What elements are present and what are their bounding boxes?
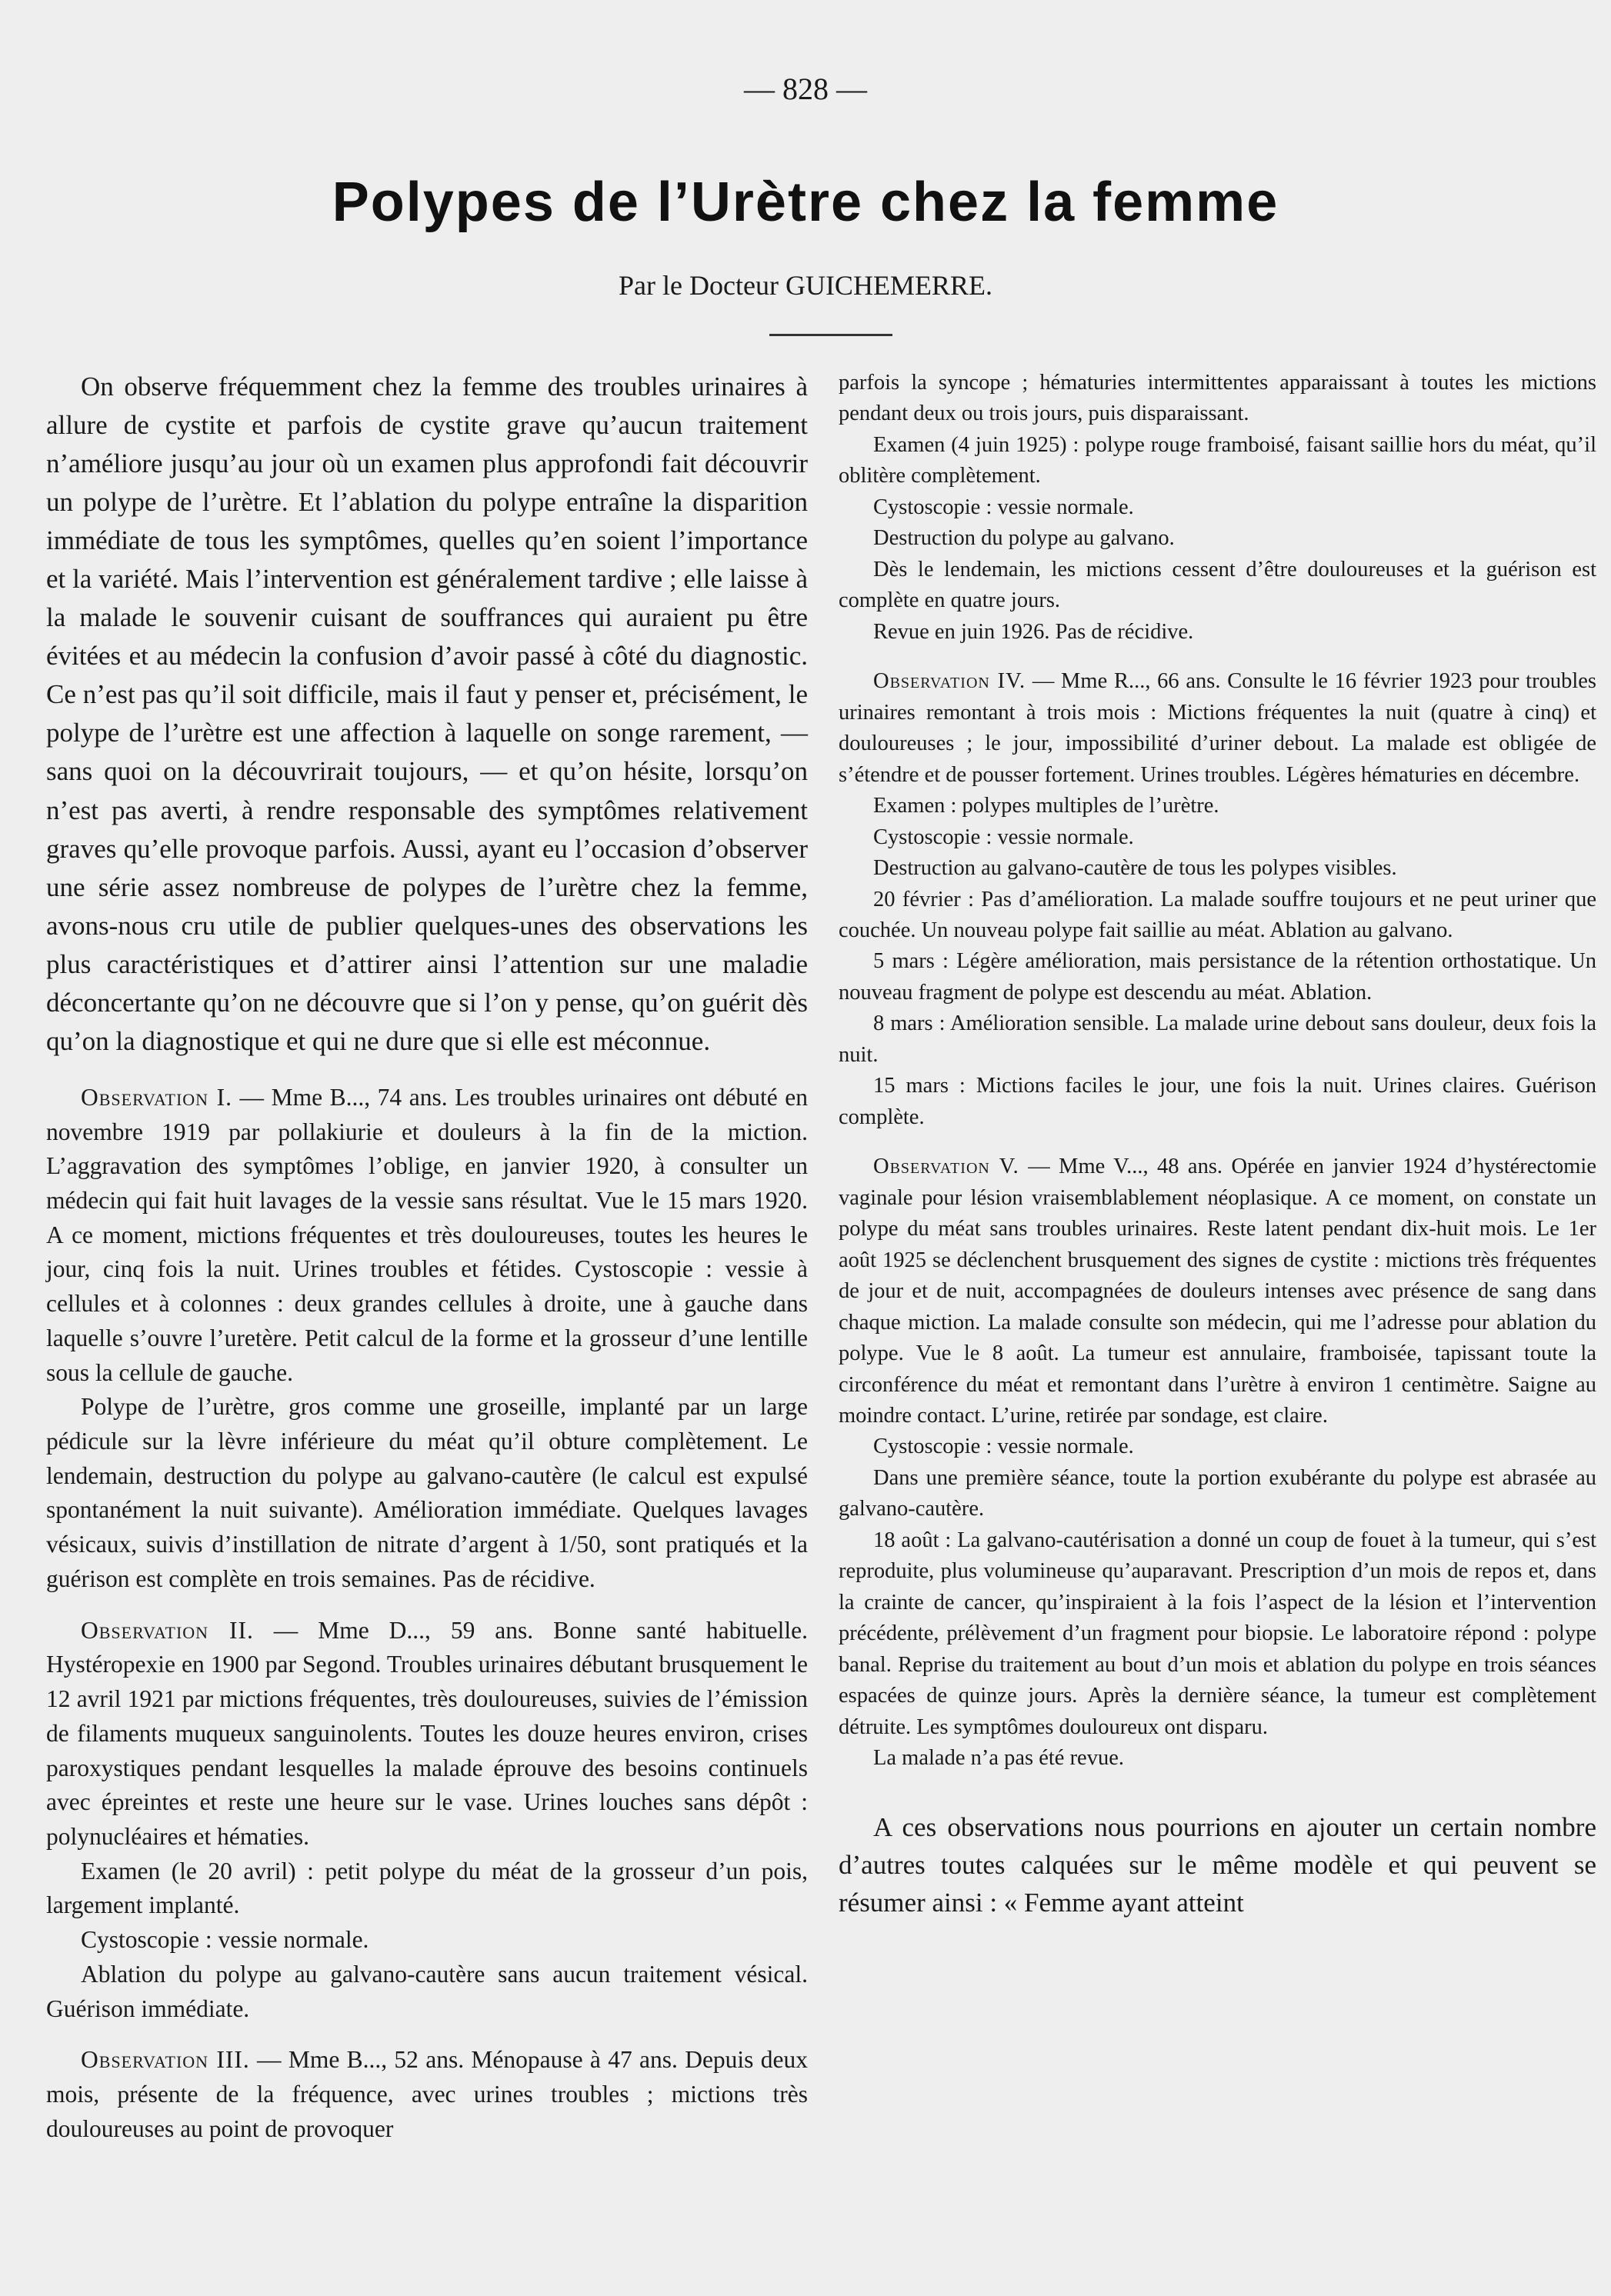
left-column	[46, 368, 808, 2146]
observation-4-exam: Examen : polypes multiples de l’urètre.	[873, 794, 1219, 818]
observation-5-cystoscopy: Cystoscopie : vessie normale.	[873, 1435, 1134, 1459]
observation-4-mar15: 15 mars : Mictions faciles le jour, une fois la nuit. Urines claires. Guérison complète.	[839, 1074, 1596, 1129]
observation-4-mar8: 8 mars : Amélioration sensible. La malade urine debout sans douleur, deux fois la nuit.	[839, 1011, 1596, 1067]
observation-4-mar5: 5 mars : Légère amélioration, mais persistance de la rétention orthostatique. Un nouveau fragment de polype est descendu au méat. Ablation.	[839, 949, 1596, 1005]
observation-1-heading: Observation I.	[81, 1083, 232, 1111]
title-divider	[769, 334, 892, 336]
conclusion-paragraph: A ces observations nous pourrions en ajouter un certain nombre d’autres toutes calquées sur le même modèle et qui peuvent se résumer ainsi : « Femme ayant atteint	[839, 1811, 1596, 1918]
observation-2-cystoscopy: Cystoscopie : vessie normale.	[81, 1926, 369, 1954]
observation-2-heading: Observation II.	[81, 1616, 254, 1644]
observation-3-text: — Mme B..., 52 ans. Ménopause à 47 ans. Depuis deux mois, présente de la fréquence, avec urines troubles ; mictions très douloureuses au point de provoquer	[46, 2046, 808, 2142]
intro-paragraph: On observe fréquemment chez la femme des troubles urinaires à allure de cystite et parfois de cystite grave qu’aucun traitement n’améliore jusqu’au jour où un examen plus approfondi fait découvrir un polype de l’urètre. Et l’ablation du polype entraîne la disparition immédiate de tous les symptômes, quelles qu’en soient l’importance et la variété. Mais l’intervention est généralement tardive ; elle laisse à la malade le souvenir cuisant de souffrances qui auraient pu être évitées et au médecin la confusion d’avoir passé à côté du diagnostic. Ce n’est pas qu’il soit difficile, mais il faut y penser et, précisément, le polype de l’urètre est une affection à laquelle on songe rarement, — sans quoi on la découvrirait toujours, — et qu’on hésite, lorsqu’on n’est pas averti, à rendre responsable des symptômes relativement graves qu’elle provoque parfois. Aussi, ayant eu l’occasion d’observer une série assez nombreuse de polypes de l’urètre chez la femme, avons-nous cru utile de publier quelques-unes des observations les plus caractéristiques et d’attirer ainsi l’attention sur une maladie déconcertante qu’on ne découvre que si l’on y pense, qu’on guérit dès qu’on la diagnostique et qui ne dure que si elle est méconnue.	[46, 372, 808, 1056]
observation-4-paragraph	[839, 666, 1596, 791]
observation-3-outcome: Dès le lendemain, les mictions cessent d’être douloureuses et la guérison est complète en quatre jours.	[839, 557, 1596, 613]
observation-2-paragraph	[46, 1614, 808, 1854]
observation-5-heading: Observation V.	[873, 1155, 1019, 1179]
right-column	[839, 368, 1596, 1921]
observation-1-paragraph	[46, 1081, 808, 1390]
observation-2-text: — Mme D..., 59 ans. Bonne santé habituelle. Hystéropexie en 1900 par Segond. Troubles urinaires débutant brusquement le 12 avril 1921 par mictions fréquentes, très douloureuses, suivies de l’émission de filaments muqueux sanguinolents. Toutes les douze heures environ, crises paroxystiques pendant lesquelles la malade éprouve des besoins continuels avec épreintes et reste une heure sur le vase. Urines louches sans dépôt : polynucléaires et hématies.	[46, 1616, 808, 1850]
observation-3-followup: Revue en juin 1926. Pas de récidive.	[873, 619, 1194, 644]
observation-3-paragraph	[46, 2043, 808, 2146]
observation-1-text: — Mme B..., 74 ans. Les troubles urinaires ont débuté en novembre 1919 par pollakiurie et douleurs à la fin de la miction. L’aggravation des symptômes l’oblige, en janvier 1920, à consulter un médecin qui fait huit lavages de la vessie sans résultat. Vue le 15 mars 1920. A ce moment, mictions fréquentes et très douloureuses, toutes les heures le jour, cinq fois la nuit. Urines troubles et fétides. Cystoscopie : vessie à cellules et à colonnes : deux grandes cellules à droite, une à gauche dans laquelle s’ouvre l’uretère. Petit calcul de la forme et la grosseur d’une lentille sous la cellule de gauche.	[46, 1083, 808, 1386]
observation-3-continued: parfois la syncope ; hématuries intermittentes apparaissant à toutes les mictions pendant deux ou trois jours, puis disparaissant.	[839, 371, 1596, 426]
observation-4-heading: Observation IV.	[873, 669, 1026, 694]
observation-2-treatment: Ablation du polype au galvano-cautère sans aucun traitement vésical. Guérison immédiate.	[46, 1960, 808, 2022]
observation-2-exam: Examen (le 20 avril) : petit polype du méat de la grosseur d’un pois, largement implanté.	[46, 1857, 808, 1919]
observation-3-destruction: Destruction du polype au galvano.	[873, 526, 1175, 551]
observation-4-text: — Mme R..., 66 ans. Consulte le 16 février 1923 pour troubles urinaires remontant à trois mois : Mictions fréquentes la nuit (quatre à cinq) et douloureuses ; le jour, impossibilité d’uriner debout. La malade est obligée de s’étendre et de pousser fortement. Urines troubles. Légères hématuries en décembre.	[839, 669, 1596, 787]
observation-1-paragraph-2: Polype de l’urètre, gros comme une groseille, implanté par un large pédicule sur la lèvre inférieure du méat qu’il obture complètement. Le lendemain, destruction du polype au galvano-cautère (le calcul est expulsé spontanément la nuit suivante). Amélioration immédiate. Quelques lavages vésicaux, suivis d’instillation de nitrate d’argent à 1/50, sont pratiqués et la guérison est complète en trois semaines. Pas de récidive.	[46, 1393, 808, 1592]
observation-5-not-seen: La malade n’a pas été revue.	[873, 1746, 1124, 1771]
observation-5-text: — Mme V..., 48 ans. Opérée en janvier 1924 d’hystérectomie vaginale pour lésion vraisemblablement néoplasique. A ce moment, on constate un polype du méat sans troubles urinaires. Reste latent pendant dix-huit mois. Le 1er août 1925 se déclenchent brusquement des signes de cystite : mictions très fréquentes de jour et de nuit, accompagnées de douleurs intenses avec présence de sang dans chaque miction. La malade consulte son médecin, qui me l’adresse pour ablation du polype. Vue le 8 août. La tumeur est annulaire, framboisée, tapissant toute la circonférence du méat et remontant dans l’urètre à environ 1 centimètre. Saigne au moindre contact. L’urine, retirée par sondage, est claire.	[839, 1155, 1597, 1428]
observation-4-destruction: Destruction au galvano-cautère de tous les polypes visibles.	[873, 856, 1397, 881]
observation-5-aug18: 18 août : La galvano-cautérisation a donné un coup de fouet à la tumeur, qui s’est reproduite, plus volumineuse qu’auparavant. Prescription d’un mois de repos et, dans la crainte de cancer, qu’inspiraient à la fois l’aspect de la lésion et l’intervention précédente, prélèvement d’un fragment pour biopsie. Le laboratoire répond : polype banal. Reprise du traitement au bout d’un mois et ablation du polype en trois séances espacées de quinze jours. Après la dernière séance, la tumeur est complètement détruite. Les symptômes douloureux ont disparu.	[839, 1528, 1596, 1739]
article-byline: Par le Docteur GUICHEMERRE.	[619, 270, 992, 301]
page-number: — 828 —	[744, 72, 867, 106]
observation-4-cystoscopy: Cystoscopie : vessie normale.	[873, 825, 1134, 849]
observation-3-heading: Observation III.	[81, 2046, 250, 2074]
observation-3-exam: Examen (4 juin 1925) : polype rouge framboisé, faisant saillie hors du méat, qu’il oblitère complètement.	[839, 432, 1596, 488]
observation-4-feb20: 20 février : Pas d’amélioration. La malade souffre toujours et ne peut uriner que couchée. Un nouveau polype fait saillie au méat. Ablation au galvano.	[839, 887, 1596, 942]
observation-5-paragraph	[839, 1151, 1596, 1431]
observation-5-first-session: Dans une première séance, toute la portion exubérante du polype est abrasée au galvano-cautère.	[839, 1465, 1596, 1521]
observation-3-cystoscopy: Cystoscopie : vessie normale.	[873, 495, 1134, 519]
article-title: Polypes de l’Urètre chez la femme	[332, 172, 1279, 233]
